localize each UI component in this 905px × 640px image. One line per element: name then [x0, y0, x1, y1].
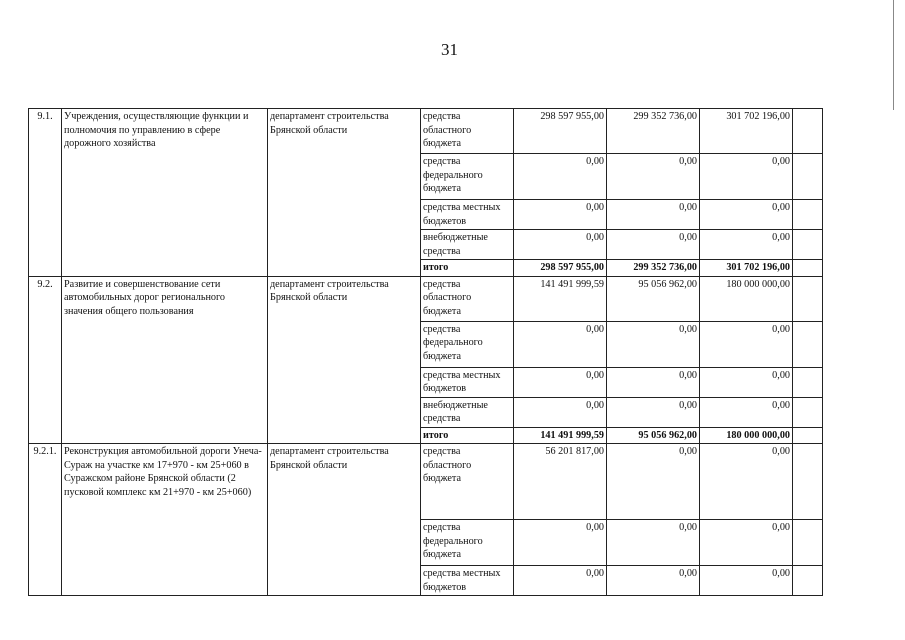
item-code: 9.2.1. — [29, 444, 62, 596]
amount-y2: 95 056 962,00 — [607, 427, 700, 444]
amount-y2: 0,00 — [607, 566, 700, 596]
amount-y1: 0,00 — [514, 566, 607, 596]
empty-cell — [793, 321, 823, 367]
amount-y1: 298 597 955,00 — [514, 260, 607, 277]
amount-y3: 180 000 000,00 — [700, 427, 793, 444]
amount-y1: 0,00 — [514, 397, 607, 427]
amount-y2: 0,00 — [607, 520, 700, 566]
table-row — [29, 276, 823, 321]
amount-y2: 0,00 — [607, 154, 700, 200]
funding-source: средства федерального бюджета — [421, 520, 514, 566]
amount-y3: 0,00 — [700, 520, 793, 566]
funding-source: средства областного бюджета — [421, 444, 514, 520]
amount-y3: 0,00 — [700, 397, 793, 427]
funding-source: итого — [421, 427, 514, 444]
item-code: 9.1. — [29, 109, 62, 277]
amount-y2: 0,00 — [607, 321, 700, 367]
item-executor: департамент строительства Брянской области — [268, 276, 421, 444]
empty-cell — [793, 230, 823, 260]
amount-y3: 0,00 — [700, 367, 793, 397]
scan-edge-line — [893, 0, 894, 110]
funding-source: внебюджетные средства — [421, 397, 514, 427]
amount-y3: 0,00 — [700, 230, 793, 260]
funding-source: средства федерального бюджета — [421, 321, 514, 367]
amount-y1: 298 597 955,00 — [514, 109, 607, 154]
amount-y2: 0,00 — [607, 230, 700, 260]
amount-y1: 141 491 999,59 — [514, 276, 607, 321]
empty-cell — [793, 520, 823, 566]
page-number: 31 — [441, 40, 458, 59]
amount-y1: 0,00 — [514, 520, 607, 566]
amount-y3: 0,00 — [700, 566, 793, 596]
amount-y2: 0,00 — [607, 367, 700, 397]
funding-source: итого — [421, 260, 514, 277]
table-row — [29, 444, 823, 520]
funding-source: средства областного бюджета — [421, 109, 514, 154]
amount-y3: 301 702 196,00 — [700, 260, 793, 277]
amount-y2: 299 352 736,00 — [607, 260, 700, 277]
funding-source: средства областного бюджета — [421, 276, 514, 321]
amount-y1: 56 201 817,00 — [514, 444, 607, 520]
empty-cell — [793, 154, 823, 200]
funding-source: средства местных бюджетов — [421, 566, 514, 596]
item-executor: департамент строительства Брянской области — [268, 109, 421, 277]
amount-y2: 0,00 — [607, 200, 700, 230]
amount-y2: 299 352 736,00 — [607, 109, 700, 154]
budget-table — [28, 108, 823, 596]
amount-y3: 301 702 196,00 — [700, 109, 793, 154]
amount-y2: 0,00 — [607, 397, 700, 427]
amount-y1: 0,00 — [514, 200, 607, 230]
amount-y1: 0,00 — [514, 230, 607, 260]
empty-cell — [793, 427, 823, 444]
amount-y3: 0,00 — [700, 154, 793, 200]
amount-y1: 0,00 — [514, 367, 607, 397]
amount-y3: 0,00 — [700, 200, 793, 230]
table-row — [29, 109, 823, 154]
amount-y1: 0,00 — [514, 321, 607, 367]
item-name: Развитие и совершенствование сети автомобильных дорог регионального значения общего пользования — [62, 276, 268, 444]
empty-cell — [793, 397, 823, 427]
empty-cell — [793, 566, 823, 596]
empty-cell — [793, 367, 823, 397]
funding-source: средства федерального бюджета — [421, 154, 514, 200]
empty-cell — [793, 444, 823, 520]
empty-cell — [793, 109, 823, 154]
item-name: Реконструкция автомобильной дороги Унеча-Сураж на участке км 17+970 - км 25+060 в Суражском районе Брянской области (2 пусковой комплекс км 21+970 - км 25+060) — [62, 444, 268, 596]
empty-cell — [793, 260, 823, 277]
amount-y2: 95 056 962,00 — [607, 276, 700, 321]
amount-y2: 0,00 — [607, 444, 700, 520]
empty-cell — [793, 276, 823, 321]
item-name: Учреждения, осуществляющие функции и полномочия по управлению в сфере дорожного хозяйства — [62, 109, 268, 277]
funding-source: средства местных бюджетов — [421, 367, 514, 397]
amount-y3: 180 000 000,00 — [700, 276, 793, 321]
item-code: 9.2. — [29, 276, 62, 444]
funding-source: внебюджетные средства — [421, 230, 514, 260]
funding-source: средства местных бюджетов — [421, 200, 514, 230]
amount-y3: 0,00 — [700, 444, 793, 520]
empty-cell — [793, 200, 823, 230]
amount-y3: 0,00 — [700, 321, 793, 367]
amount-y1: 0,00 — [514, 154, 607, 200]
amount-y1: 141 491 999,59 — [514, 427, 607, 444]
item-executor: департамент строительства Брянской области — [268, 444, 421, 596]
